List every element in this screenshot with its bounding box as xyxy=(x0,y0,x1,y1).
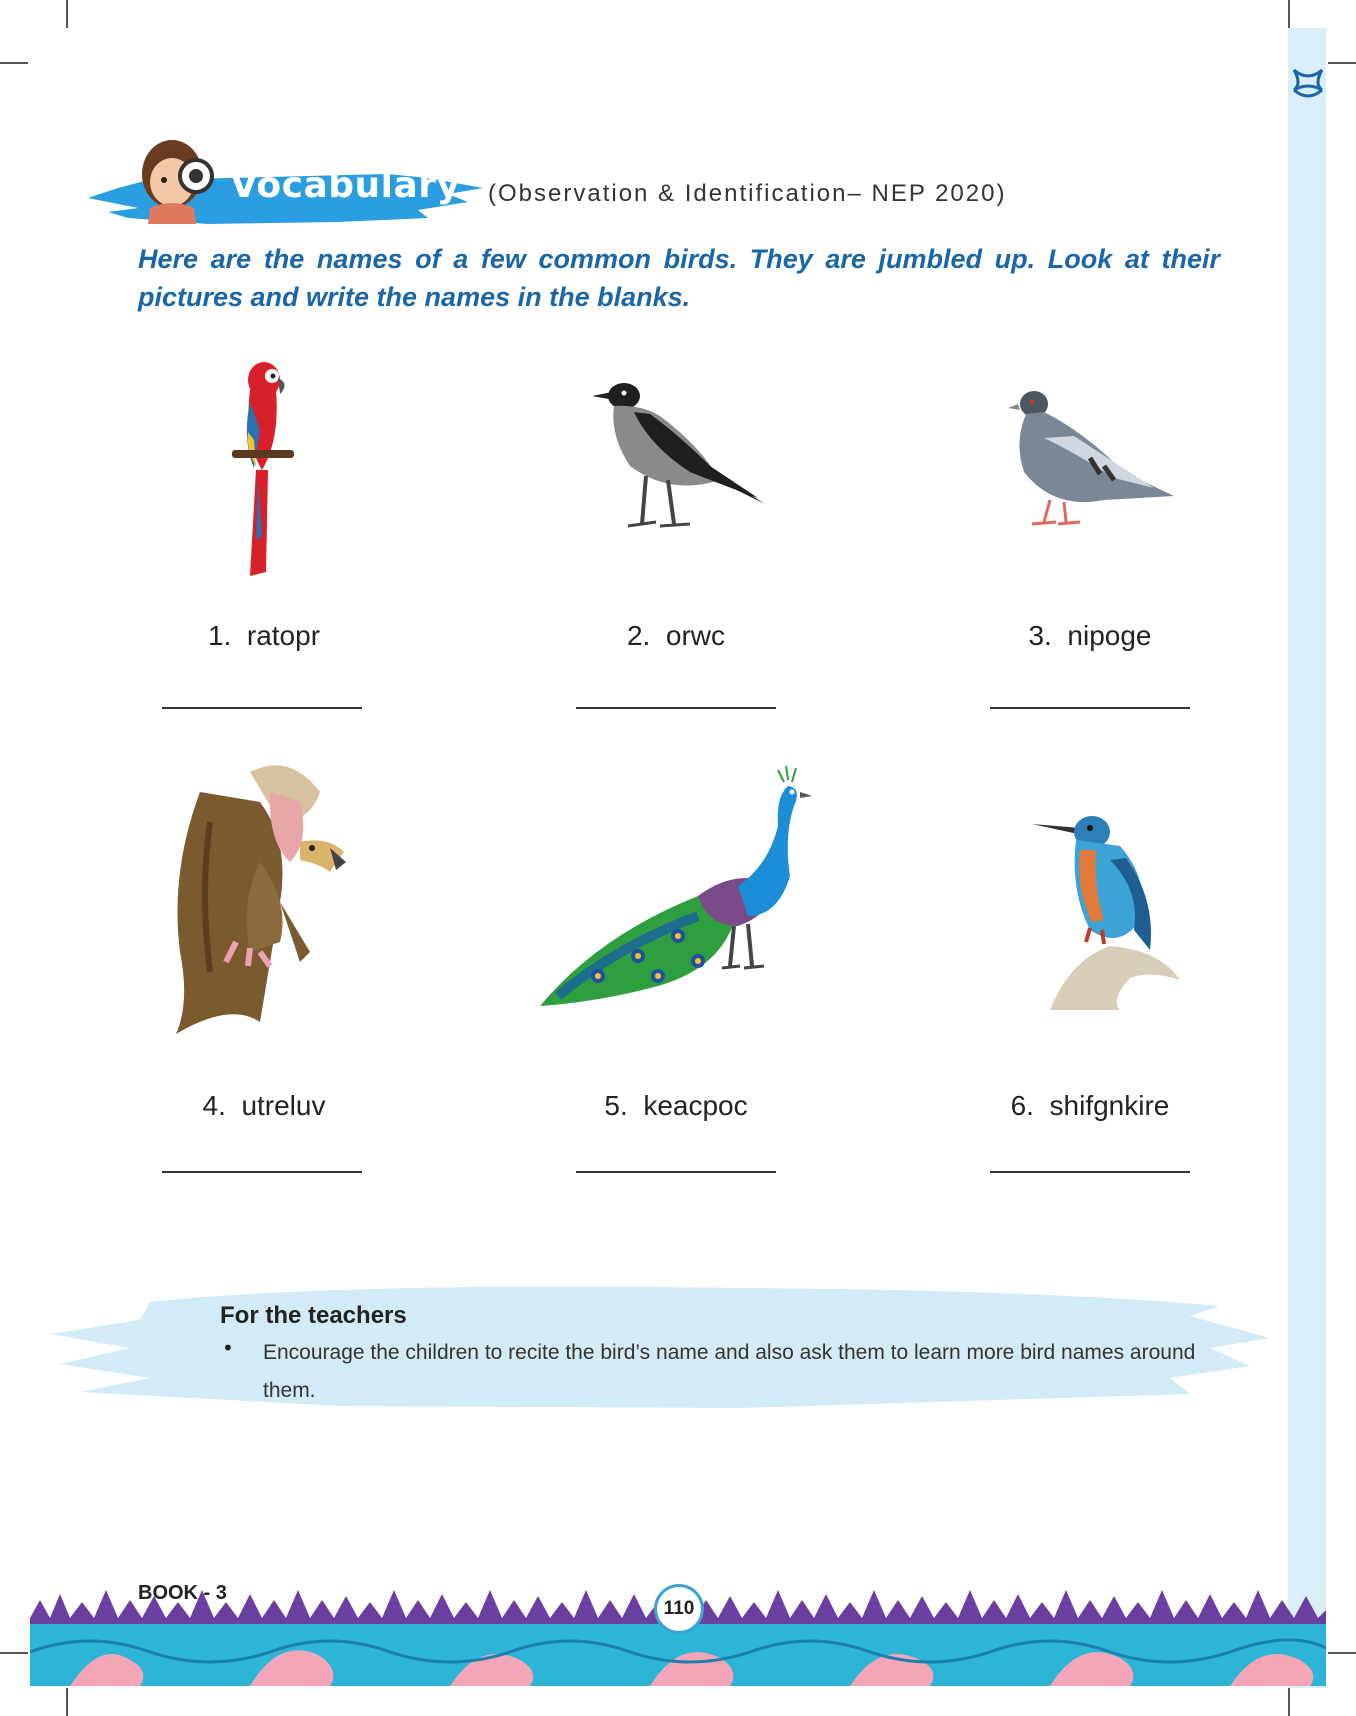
kingfisher-picture xyxy=(1030,810,1190,1010)
answer-blank-3[interactable] xyxy=(990,707,1190,709)
crop-mark xyxy=(1288,1688,1290,1716)
bullet: • xyxy=(222,1336,234,1360)
teacher-note-title: For the teachers xyxy=(220,1302,407,1329)
bird-label-6: 6. shifgnkire xyxy=(1010,1090,1170,1121)
crop-mark xyxy=(1288,0,1290,28)
book-label: BOOK - 3 xyxy=(138,1582,227,1604)
bird-label-1: 1. ratopr xyxy=(207,620,321,651)
crop-mark xyxy=(1328,62,1356,64)
crop-mark xyxy=(0,62,28,64)
crop-mark xyxy=(1328,1652,1356,1654)
section-subtitle: (Observation & Identification– NEP 2020) xyxy=(488,180,1007,207)
crop-mark xyxy=(0,1652,28,1654)
page-number: 110 xyxy=(654,1584,704,1634)
bird-label-5: 5. keacpoc xyxy=(604,1090,748,1121)
answer-blank-2[interactable] xyxy=(576,707,776,709)
bird-label-3: 3. nipoge xyxy=(1028,620,1152,651)
section-title: Vocabulary xyxy=(230,165,461,206)
instructions: Here are the names of a few common birds. They are jumbled up. Look at their pictures and write the names in the blanks. xyxy=(138,244,1220,312)
girl-magnifier-icon xyxy=(130,128,226,224)
answer-blank-5[interactable] xyxy=(576,1171,776,1173)
pigeon-picture xyxy=(1004,382,1184,542)
answer-blank-1[interactable] xyxy=(162,707,362,709)
crop-mark xyxy=(66,0,68,28)
answer-blank-6[interactable] xyxy=(990,1171,1190,1173)
publisher-logo-icon xyxy=(1290,60,1326,116)
parrot-picture xyxy=(222,340,302,580)
crow-picture xyxy=(590,376,770,546)
bird-label-4: 4. utreluv xyxy=(202,1090,326,1121)
peacock-picture xyxy=(538,766,826,1006)
vulture-picture xyxy=(160,752,372,1034)
crop-mark xyxy=(66,1688,68,1716)
teacher-note-text: Encourage the children to recite the bird’s name and also ask them to learn more bird names around them. xyxy=(263,1341,1196,1402)
bird-label-2: 2. orwc xyxy=(626,620,726,651)
side-strip xyxy=(1288,28,1326,1688)
answer-blank-4[interactable] xyxy=(162,1171,362,1173)
